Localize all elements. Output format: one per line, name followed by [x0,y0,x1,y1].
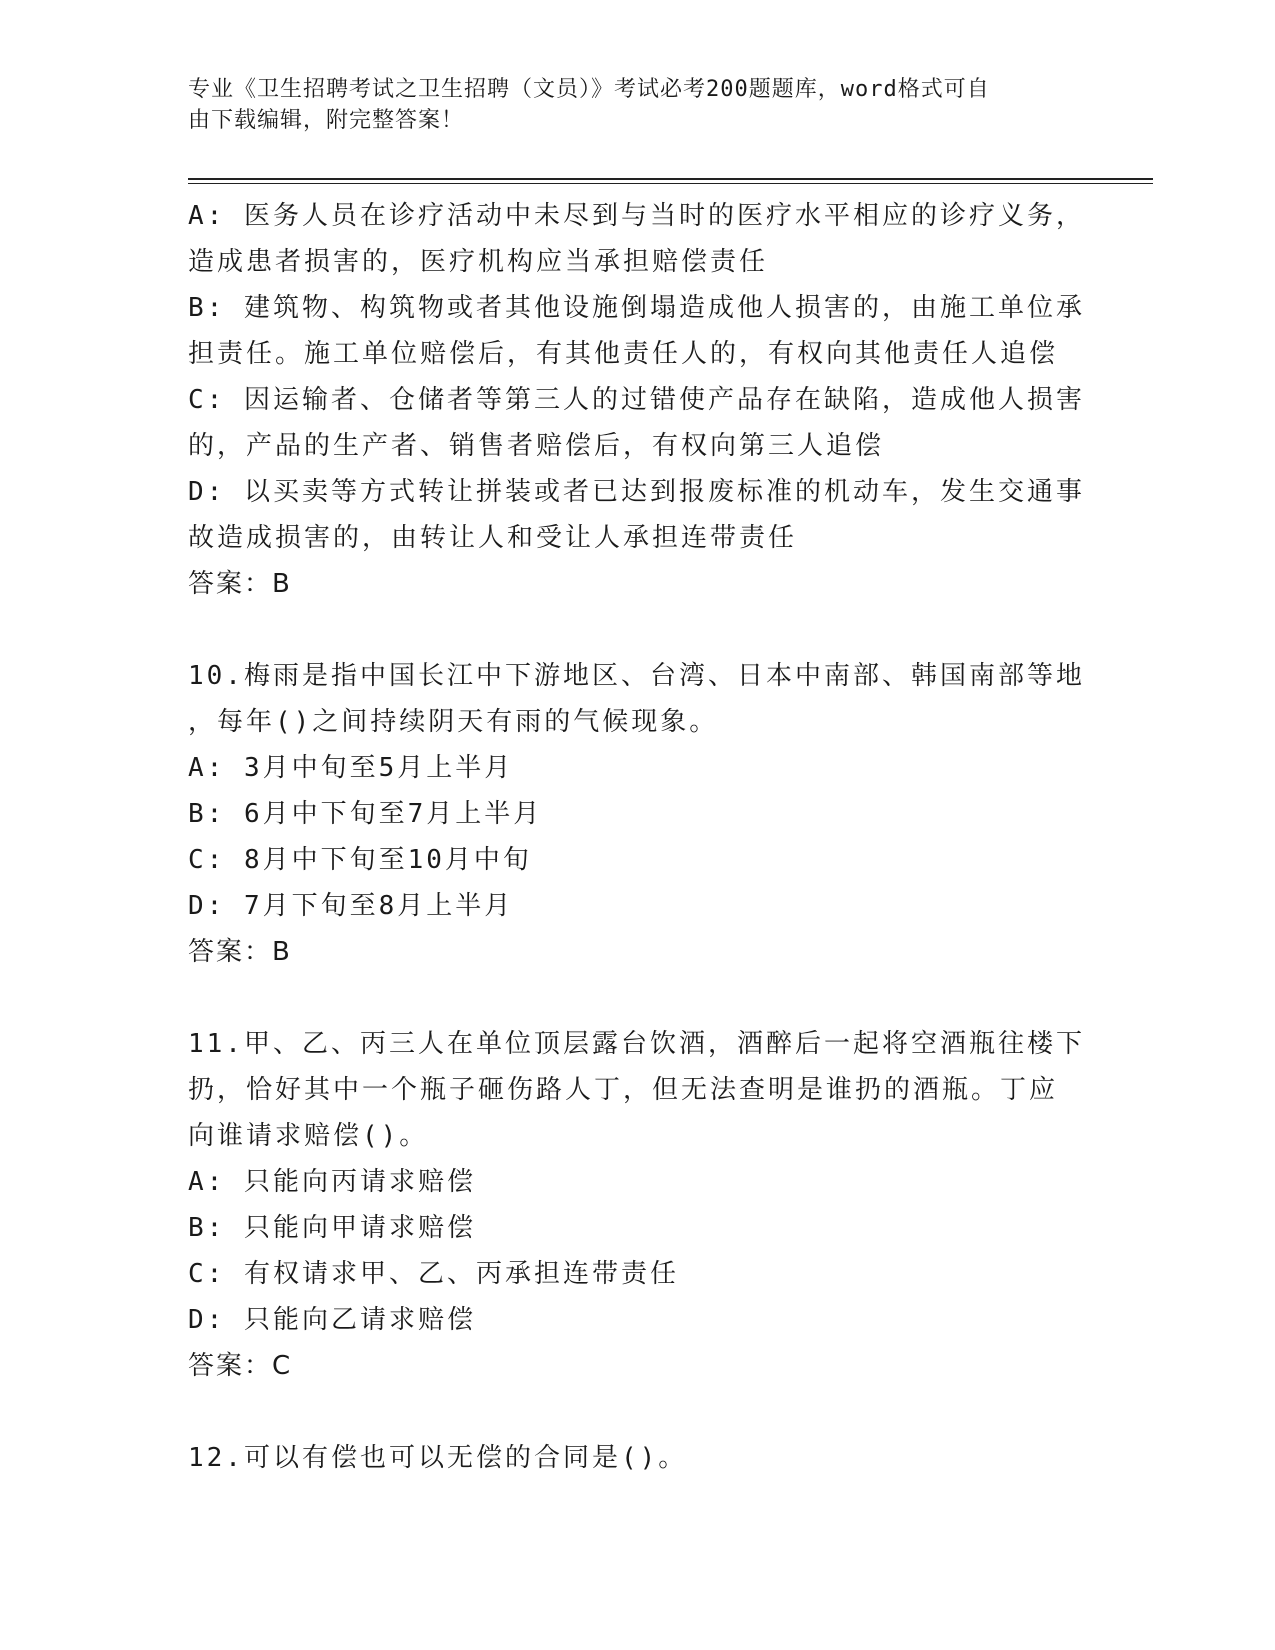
header-line-1: 专业《卫生招聘考试之卫生招聘（文员）》考试必考200题题库，word格式可自 [188,77,990,102]
q11-option-d: D: 只能向乙请求赔偿 [188,1305,476,1335]
question-12-block [188,1435,1088,1481]
q10-option-c: C: 8月中下旬至10月中旬 [188,845,532,875]
spacer [188,1389,1088,1435]
question-10-block [188,653,1088,975]
q9-option-a-line-2: 造成患者损害的，医疗机构应当承担赔偿责任 [188,247,769,277]
question-9-block [188,193,1088,607]
spacer [188,975,1088,1021]
q11-answer: 答案：C [188,1351,293,1381]
header-rule-thin [188,183,1153,184]
q11-stem-line-3: 向谁请求赔偿()。 [188,1121,429,1151]
q12-stem-line-1: 12.可以有偿也可以无偿的合同是()。 [188,1443,688,1473]
document-header [188,74,1088,136]
question-11-block [188,1021,1088,1389]
q9-option-b-line-1: B: 建筑物、构筑物或者其他设施倒塌造成他人损害的，由施工单位承 [188,293,1085,323]
q9-option-d-line-1: D: 以买卖等方式转让拼装或者已达到报废标准的机动车，发生交通事 [188,477,1085,507]
question-content [188,193,1088,1481]
q11-option-a: A: 只能向丙请求赔偿 [188,1167,476,1197]
q11-stem-line-2: 扔，恰好其中一个瓶子砸伤路人丁，但无法查明是谁扔的酒瓶。丁应 [188,1075,1059,1105]
q9-answer: 答案：B [188,569,292,599]
q10-option-d: D: 7月下旬至8月上半月 [188,891,514,921]
q9-option-d-line-2: 故造成损害的，由转让人和受让人承担连带责任 [188,523,798,553]
q11-option-b: B: 只能向甲请求赔偿 [188,1213,476,1243]
spacer [188,607,1088,653]
q9-option-a-line-1: A: 医务人员在诊疗活动中未尽到与当时的医疗水平相应的诊疗义务， [188,201,1085,231]
header-rule-thick [188,178,1153,180]
q11-stem-line-1: 11.甲、乙、丙三人在单位顶层露台饮酒，酒醉后一起将空酒瓶往楼下 [188,1029,1085,1059]
q9-option-b-line-2: 担责任。施工单位赔偿后，有其他责任人的，有权向其他责任人追偿 [188,339,1059,369]
q10-answer: 答案：B [188,937,292,967]
q9-option-c-line-1: C: 因运输者、仓储者等第三人的过错使产品存在缺陷，造成他人损害 [188,385,1085,415]
header-line-2: 由下载编辑，附完整答案！ [188,108,465,133]
q10-option-a: A: 3月中旬至5月上半月 [188,753,514,783]
q10-stem-line-1: 10.梅雨是指中国长江中下游地区、台湾、日本中南部、韩国南部等地 [188,661,1085,691]
q11-option-c: C: 有权请求甲、乙、丙承担连带责任 [188,1259,679,1289]
q10-option-b: B: 6月中下旬至7月上半月 [188,799,543,829]
q10-stem-line-2: ，每年()之间持续阴天有雨的气候现象。 [188,707,719,737]
q9-option-c-line-2: 的，产品的生产者、销售者赔偿后，有权向第三人追偿 [188,431,885,461]
